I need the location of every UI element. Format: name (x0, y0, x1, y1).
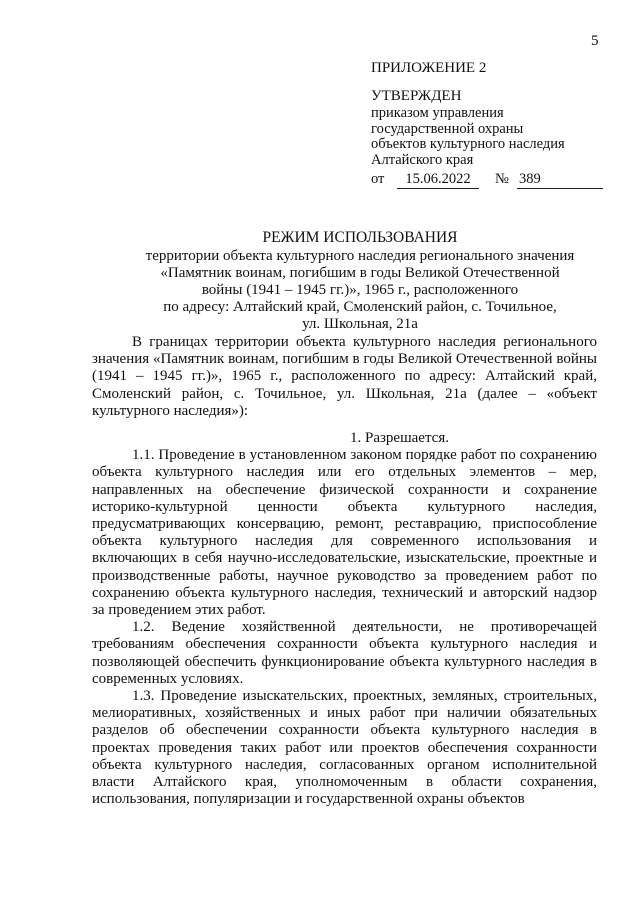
number-sign: № (495, 171, 509, 187)
appendix-title: ПРИЛОЖЕНИЕ 2 (371, 60, 487, 76)
approval-block (371, 58, 606, 190)
approval-line: государственной охраны (371, 120, 524, 137)
section-title: 1. Разрешается. (350, 430, 449, 447)
document-heading (100, 228, 620, 333)
approval-line: приказом управления (371, 105, 504, 121)
approved-label: УТВЕРЖДЕН (371, 88, 462, 104)
heading-line: территории объекта культурного наследия регионального значения (145, 248, 575, 264)
clause-paragraph: 1.2. Ведение хозяйственной деятельности, не противоречащей требованиям обеспечения сохранности объекта культурного наследия и позволяющей обеспечить функционирование объекта культурного наследия в современных условиях. (92, 619, 597, 687)
approval-line: Алтайского края (371, 151, 474, 168)
clause-paragraph: 1.1. Проведение в установленном законом порядке работ по сохранению объекта культурного наследия или его отдельных элементов – мер, направленных на обеспечение физической сохранности и сохранение историко-культурной ценности объекта культурного наследия, предусматривающих консервацию, ремонт, реставрацию, приспособление объекта культурного наследия для современного использования и включающих в себя научно-исследовательские, изыскательские, проектные и производственные работы, научное руководство за проведением работ по сохранению объекта культурного наследия, технический и авторский надзор за проведением этих работ. (92, 447, 597, 619)
intro-paragraph: В границах территории объекта культурного наследия регионального значения «Памятник воинам, погибшим в годы Великой Отечественной войны (1941 – 1945 гг.)», 1965 г., расположенного по адресу: Алтайский край, Смоленский район, с. Точильное, ул. Школьная, 21а (далее – «объект культурного наследия»): (92, 334, 597, 419)
heading-line: «Памятник воинам, погибшим в годы Великой Отечественной (160, 265, 560, 281)
date-prefix: от (371, 171, 385, 187)
heading-line: войны (1941 – 1945 гг.)», 1965 г., расположенного (201, 282, 519, 298)
document-body (92, 334, 597, 808)
approval-line: объектов культурного наследия (371, 136, 565, 152)
order-date: 15.06.2022 (397, 170, 479, 189)
order-number: 389 (517, 170, 603, 189)
clause-paragraph: 1.3. Проведение изыскательских, проектных, земляных, строительных, мелиоративных, хозяйственных и иных работ при наличии обязательных разделов об обеспечении сохранности объекта культурного наследия в проектах проведения таких работ или проектов обеспечения сохранности объекта культурного наследия, согласованных органом исполнительной власти Алтайского края, уполномоченным в области сохранения, использования, популяризации и государственной охраны объектов (92, 688, 597, 808)
heading-line: ул. Школьная, 21а (302, 316, 418, 332)
order-date-number-row (371, 170, 606, 190)
page-number: 5 (591, 33, 599, 49)
heading-title: РЕЖИМ ИСПОЛЬЗОВАНИЯ (262, 229, 458, 246)
heading-line: по адресу: Алтайский край, Смоленский район, с. Точильное, (163, 299, 557, 315)
